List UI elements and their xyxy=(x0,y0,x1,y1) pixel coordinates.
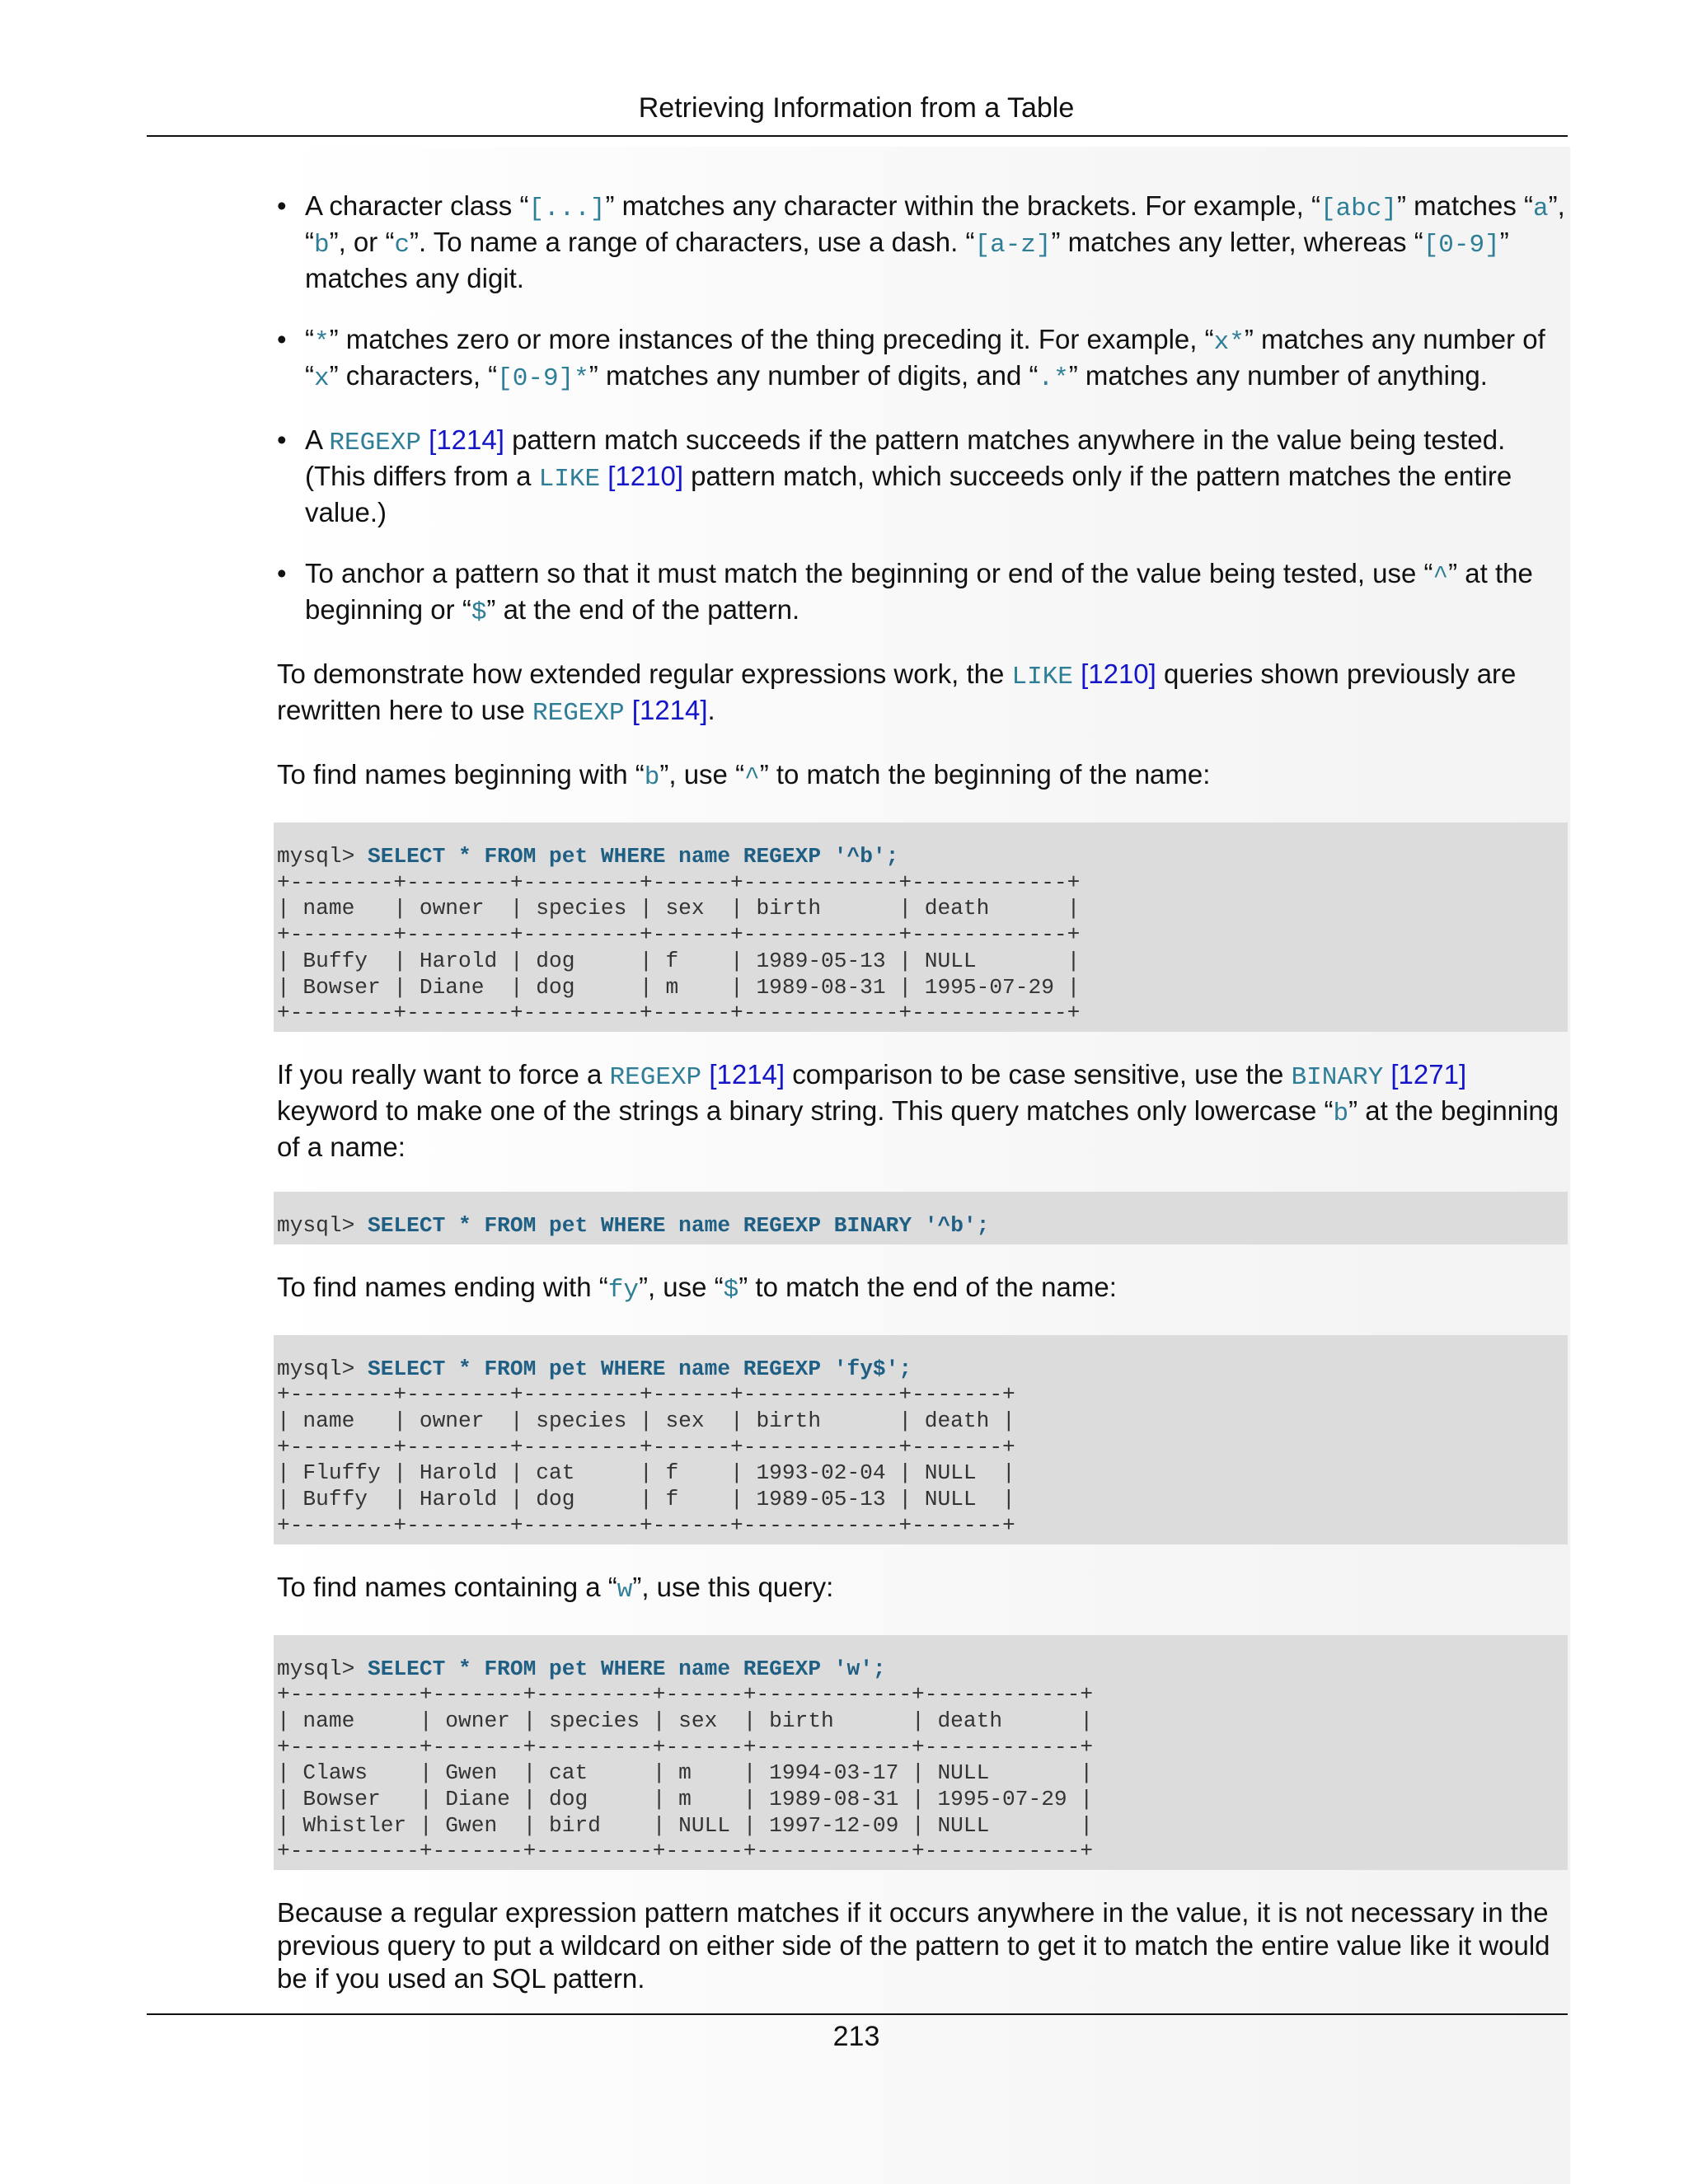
running-header: Retrieving Information from a Table xyxy=(638,92,1075,124)
regex-bullet-list xyxy=(277,190,1568,630)
inline-code: REGEXP xyxy=(609,1062,702,1092)
xref-link[interactable]: [1210] xyxy=(607,461,683,491)
query-result-table: +----------+-------+---------+------+------------+------------+ | name | owner | species | sex | birth | death | +----------+-------+---------+------+------------+------------+ | Claws | Gwen | cat | m | 1994-03-17 | NULL | | Bowser | Diane | dog | m | 1989-08-31 | 1995-07-29 | | Whistler | Gwen | bird | NULL | 1997-12-09 | NULL | +----------+-------+---------+------+------------+------------+ xyxy=(277,1682,1094,1864)
inline-code: .* xyxy=(1038,364,1069,393)
inline-code: b xyxy=(314,231,330,260)
page-number: 213 xyxy=(832,2021,880,2052)
inline-code: [0-9] xyxy=(1423,231,1500,260)
inline-code: [...] xyxy=(528,194,606,223)
mysql-prompt: mysql> xyxy=(277,1656,368,1681)
xref-link[interactable]: [1271] xyxy=(1390,1058,1467,1090)
query-result-table: +--------+--------+---------+------+------------+-------+ | name | owner | species | sex | birth | death | +--------+--------+---------+------+------------+-------+ | Fluffy | Harold | cat | f | 1993-02-04 | NULL | | Buffy | Harold | dog | f | 1989-05-13 | NULL | +--------+--------+---------+------+------------+-------+ xyxy=(277,1382,1015,1538)
inline-code: b xyxy=(1333,1099,1349,1128)
inline-code: [abc] xyxy=(1320,194,1397,223)
bullet-character-class: • A character class “[...]” matches any character within the brackets. For example, “[abc]” matches “a”, “b”, or “c”. To name a range of characters, use a dash. “[a-z]” matches any letter, whereas “[0-9]” matches any digit. xyxy=(277,190,1568,295)
paragraph-containing-w: To find names containing a “w”, use this query: xyxy=(277,1571,834,1605)
code-block-regexp-binary xyxy=(274,1192,1568,1244)
inline-code: a xyxy=(1533,194,1549,223)
inline-code: c xyxy=(394,231,410,260)
inline-code: BINARY xyxy=(1291,1062,1384,1092)
page-content xyxy=(277,190,1568,2023)
xref-link[interactable]: [1210] xyxy=(1081,658,1156,689)
sql-query: SELECT * FROM pet WHERE name REGEXP BINARY '^b'; xyxy=(368,1212,990,1238)
bullet-star: • “*” matches zero or more instances of the thing preceding it. For example, “x*” matches any number of “x” characters, “[0-9]*” matches any number of digits, and “.*” matches any number of anything. xyxy=(277,323,1568,396)
inline-code: * xyxy=(314,328,330,357)
mysql-prompt: mysql> xyxy=(277,844,368,869)
mysql-prompt: mysql> xyxy=(277,1356,368,1381)
bullet-regexp-anywhere: • A REGEXP [1214] pattern match succeeds if the pattern matches anywhere in the value being tested. (This differs from a LIKE [1210] pattern match, which succeeds only if the pattern matches the entire value.) xyxy=(277,424,1568,529)
bullet-anchor: • To anchor a pattern so that it must match the beginning or end of the value being tested, use “^” at the beginning or “$” at the end of the pattern. xyxy=(277,557,1568,630)
inline-code: x xyxy=(314,364,330,393)
inline-code: [0-9]* xyxy=(497,364,589,393)
xref-link[interactable]: [1214] xyxy=(429,424,504,455)
inline-code: REGEXP xyxy=(329,429,421,457)
mysql-prompt: mysql> xyxy=(277,1212,368,1238)
inline-code: ^ xyxy=(1432,562,1449,591)
paragraph-begin: To find names beginning with “b”, use “^” to match the beginning of the name: xyxy=(277,759,1211,792)
xref-link[interactable]: [1214] xyxy=(709,1058,785,1090)
paragraph-demo: To demonstrate how extended regular expressions work, the LIKE [1210] queries shown previously are rewritten here to use REGEXP [1214]. xyxy=(277,658,1517,728)
code-block-regexp-w xyxy=(274,1635,1568,1871)
paragraph-binary: If you really want to force a REGEXP [1214] comparison to be case sensitive, use the BINARY [1271] keyword to make one of the strings a binary string. This query matches only lowercase “b” at the beginning of a name: xyxy=(277,1058,1559,1162)
sql-query: SELECT * FROM pet WHERE name REGEXP '^b'; xyxy=(368,844,899,869)
paragraph-final: Because a regular expression pattern matches if it occurs anywhere in the value, it is not necessary in the previous query to put a wildcard on either side of the pattern to get it to match the entire value like it would be if you used an SQL pattern. xyxy=(277,1897,1550,1994)
inline-code: $ xyxy=(471,598,487,627)
xref-link[interactable]: [1214] xyxy=(631,695,708,725)
inline-code: REGEXP xyxy=(532,699,625,728)
inline-code: $ xyxy=(723,1275,739,1305)
sql-query: SELECT * FROM pet WHERE name REGEXP 'fy$'; xyxy=(368,1356,912,1381)
code-block-regexp-fy xyxy=(274,1335,1568,1544)
paragraph-end: To find names ending with “fy”, use “$” to match the end of the name: xyxy=(277,1271,1117,1305)
query-result-table: +--------+--------+---------+------+------------+------------+ | name | owner | species | sex | birth | death | +--------+--------+---------+------+------------+------------+ | Buffy | Harold | dog | f | 1989-05-13 | NULL | | Bowser | Diane | dog | m | 1989-08-31 | 1995-07-29 | +--------+--------+---------+------+------------+------------+ xyxy=(277,869,1081,1026)
header-rule xyxy=(147,135,1568,137)
inline-code: LIKE xyxy=(538,465,601,494)
inline-code: fy xyxy=(607,1275,639,1305)
inline-code: b xyxy=(644,763,660,792)
inline-code: [a-z] xyxy=(974,231,1052,260)
inline-code: x* xyxy=(1213,328,1245,357)
inline-code: ^ xyxy=(744,763,760,792)
sql-query: SELECT * FROM pet WHERE name REGEXP 'w'; xyxy=(368,1656,886,1681)
inline-code: LIKE xyxy=(1011,663,1073,691)
footer-rule xyxy=(147,2013,1568,2015)
inline-code: w xyxy=(617,1575,633,1605)
code-block-regexp-b xyxy=(274,823,1568,1032)
